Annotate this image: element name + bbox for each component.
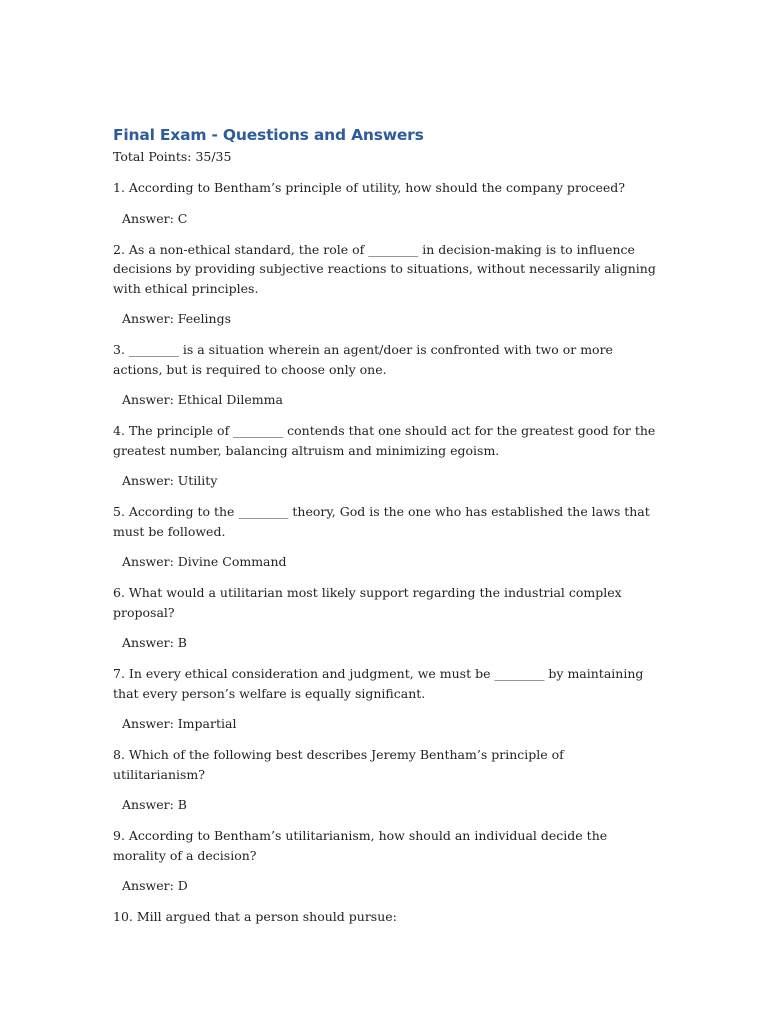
- document-title: Final Exam - Questions and Answers: [113, 126, 424, 144]
- answer-3: Answer: Ethical Dilemma: [122, 392, 283, 407]
- answer-7: Answer: Impartial: [122, 716, 237, 731]
- question-8: 8. Which of the following best describes Jeremy Bentham’s principle of utilitarianism?: [113, 747, 564, 782]
- total-points: Total Points: 35/35: [113, 149, 232, 164]
- question-5: 5. According to the ________ theory, God is the one who has established the laws that must be followed.: [113, 504, 650, 539]
- answer-8: Answer: B: [122, 797, 187, 812]
- question-6: 6. What would a utilitarian most likely support regarding the industrial complex proposal?: [113, 585, 622, 620]
- question-3: 3. ________ is a situation wherein an agent/doer is confronted with two or more actions, but is required to choose only one.: [113, 342, 613, 377]
- answer-1: Answer: C: [122, 210, 188, 226]
- question-7: 7. In every ethical consideration and judgment, we must be ________ by maintaining that every person’s welfare is equally significant.: [113, 666, 644, 701]
- question-9: 9. According to Bentham’s utilitarianism, how should an individual decide the morality of a decision?: [113, 828, 608, 863]
- answer-9: Answer: D: [122, 878, 188, 893]
- question-10: 10. Mill argued that a person should pursue:: [113, 909, 397, 924]
- question-4: 4. The principle of ________ contends that one should act for the greatest good for the greatest number, balancing altruism and minimizing egoism.: [113, 423, 656, 458]
- question-2: 2. As a non-ethical standard, the role of ________ in decision-making is to influence decisions by providing subjective reactions to situations, without necessarily aligning with ethical principles.: [113, 241, 656, 296]
- answer-5: Answer: Divine Command: [122, 554, 287, 569]
- answer-6: Answer: B: [122, 635, 187, 650]
- question-1: 1. According to Bentham’s principle of utility, how should the company proceed?: [113, 180, 625, 195]
- answer-4: Answer: Utility: [122, 473, 218, 488]
- answer-2: Answer: Feelings: [122, 311, 231, 326]
- document-page: [113, 124, 658, 927]
